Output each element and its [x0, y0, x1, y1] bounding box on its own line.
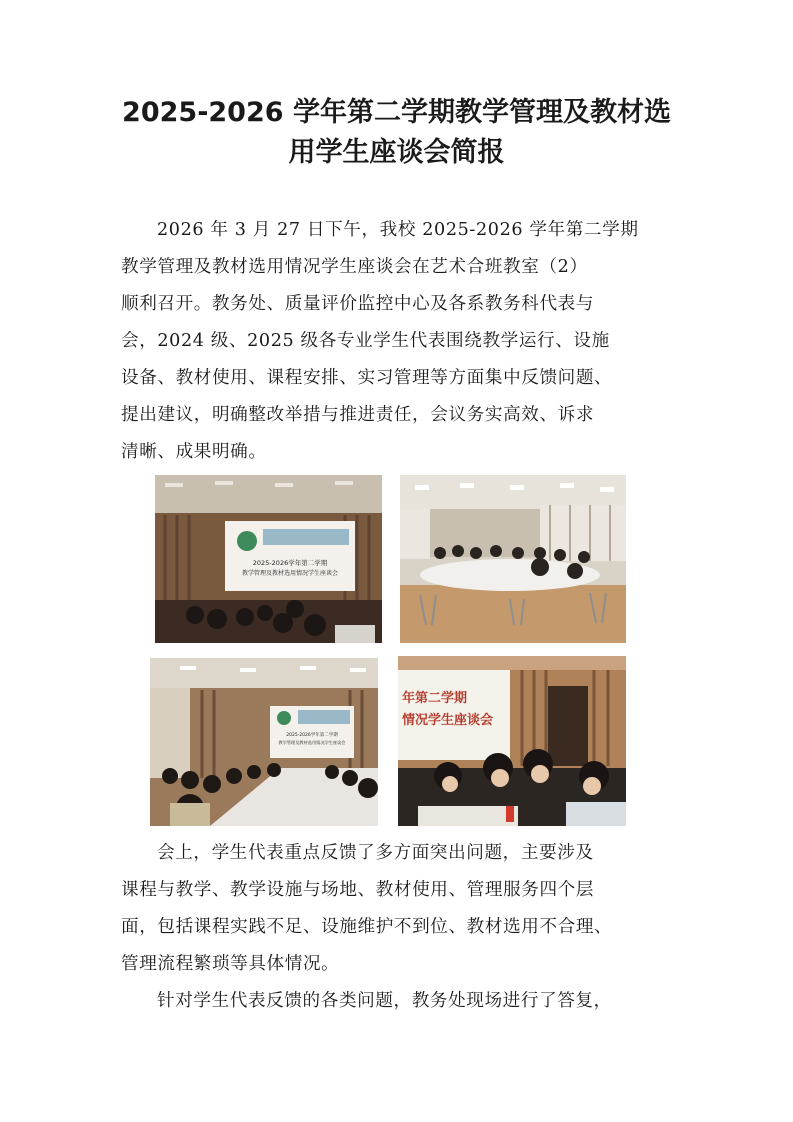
- meeting-photo-3: [150, 658, 378, 826]
- paragraph-line: 会上，学生代表重点反馈了多方面突出问题，主要涉及: [157, 843, 594, 863]
- paragraph-line: 清晰、成果明确。: [121, 442, 267, 462]
- paragraph-line: 教学管理及教材选用情况学生座谈会在艺术合班教室（2）: [121, 257, 588, 277]
- slide-text-line-1: 年第二学期: [402, 691, 468, 706]
- slide-text-line-2: 情况学生座谈会: [402, 713, 494, 728]
- paragraph-line: 面，包括课程实践不足、设施维护不到位、教材选用不合理、: [121, 917, 613, 937]
- meeting-photo-1: [155, 475, 382, 643]
- meeting-photo-2: [400, 475, 626, 643]
- response-paragraph: [121, 983, 673, 1020]
- paragraph-line: 会，2024 级、2025 级各专业学生代表围绕教学运行、设施: [121, 331, 610, 351]
- paragraph-line: 设备、教材使用、课程安排、实习管理等方面集中反馈问题、: [121, 368, 613, 388]
- paragraph-line: 管理流程繁琐等具体情况。: [121, 954, 340, 974]
- paragraph-line: 提出建议，明确整改举措与推进责任，会议务实高效、诉求: [121, 405, 595, 425]
- slide-text-line-1: 2025-2026学年第二学期: [252, 559, 328, 567]
- slide-text-line-2: 教学管理及教材选用情况学生座谈会: [278, 740, 346, 745]
- paragraph-line: 2026 年 3 月 27 日下午，我校 2025-2026 学年第二学期: [157, 220, 639, 240]
- meeting-photo-4: [398, 656, 626, 826]
- title-line-2: 用学生座谈会简报: [288, 137, 505, 168]
- intro-paragraph: [121, 212, 673, 471]
- feedback-paragraph: [121, 835, 673, 983]
- paragraph-line: 顺利召开。教务处、质量评价监控中心及各系教务科代表与: [121, 294, 595, 314]
- paragraph-line: 课程与教学、教学设施与场地、教材使用、管理服务四个层: [121, 880, 595, 900]
- page-title: [100, 93, 693, 173]
- slide-text-line-1: 2025-2026学年第二学期: [286, 733, 338, 738]
- paragraph-line: 针对学生代表反馈的各类问题，教务处现场进行了答复，: [157, 991, 612, 1011]
- title-line-1: 2025-2026 学年第二学期教学管理及教材选: [122, 97, 671, 128]
- slide-text-line-2: 教学管理及教材选用情况学生座谈会: [241, 570, 339, 577]
